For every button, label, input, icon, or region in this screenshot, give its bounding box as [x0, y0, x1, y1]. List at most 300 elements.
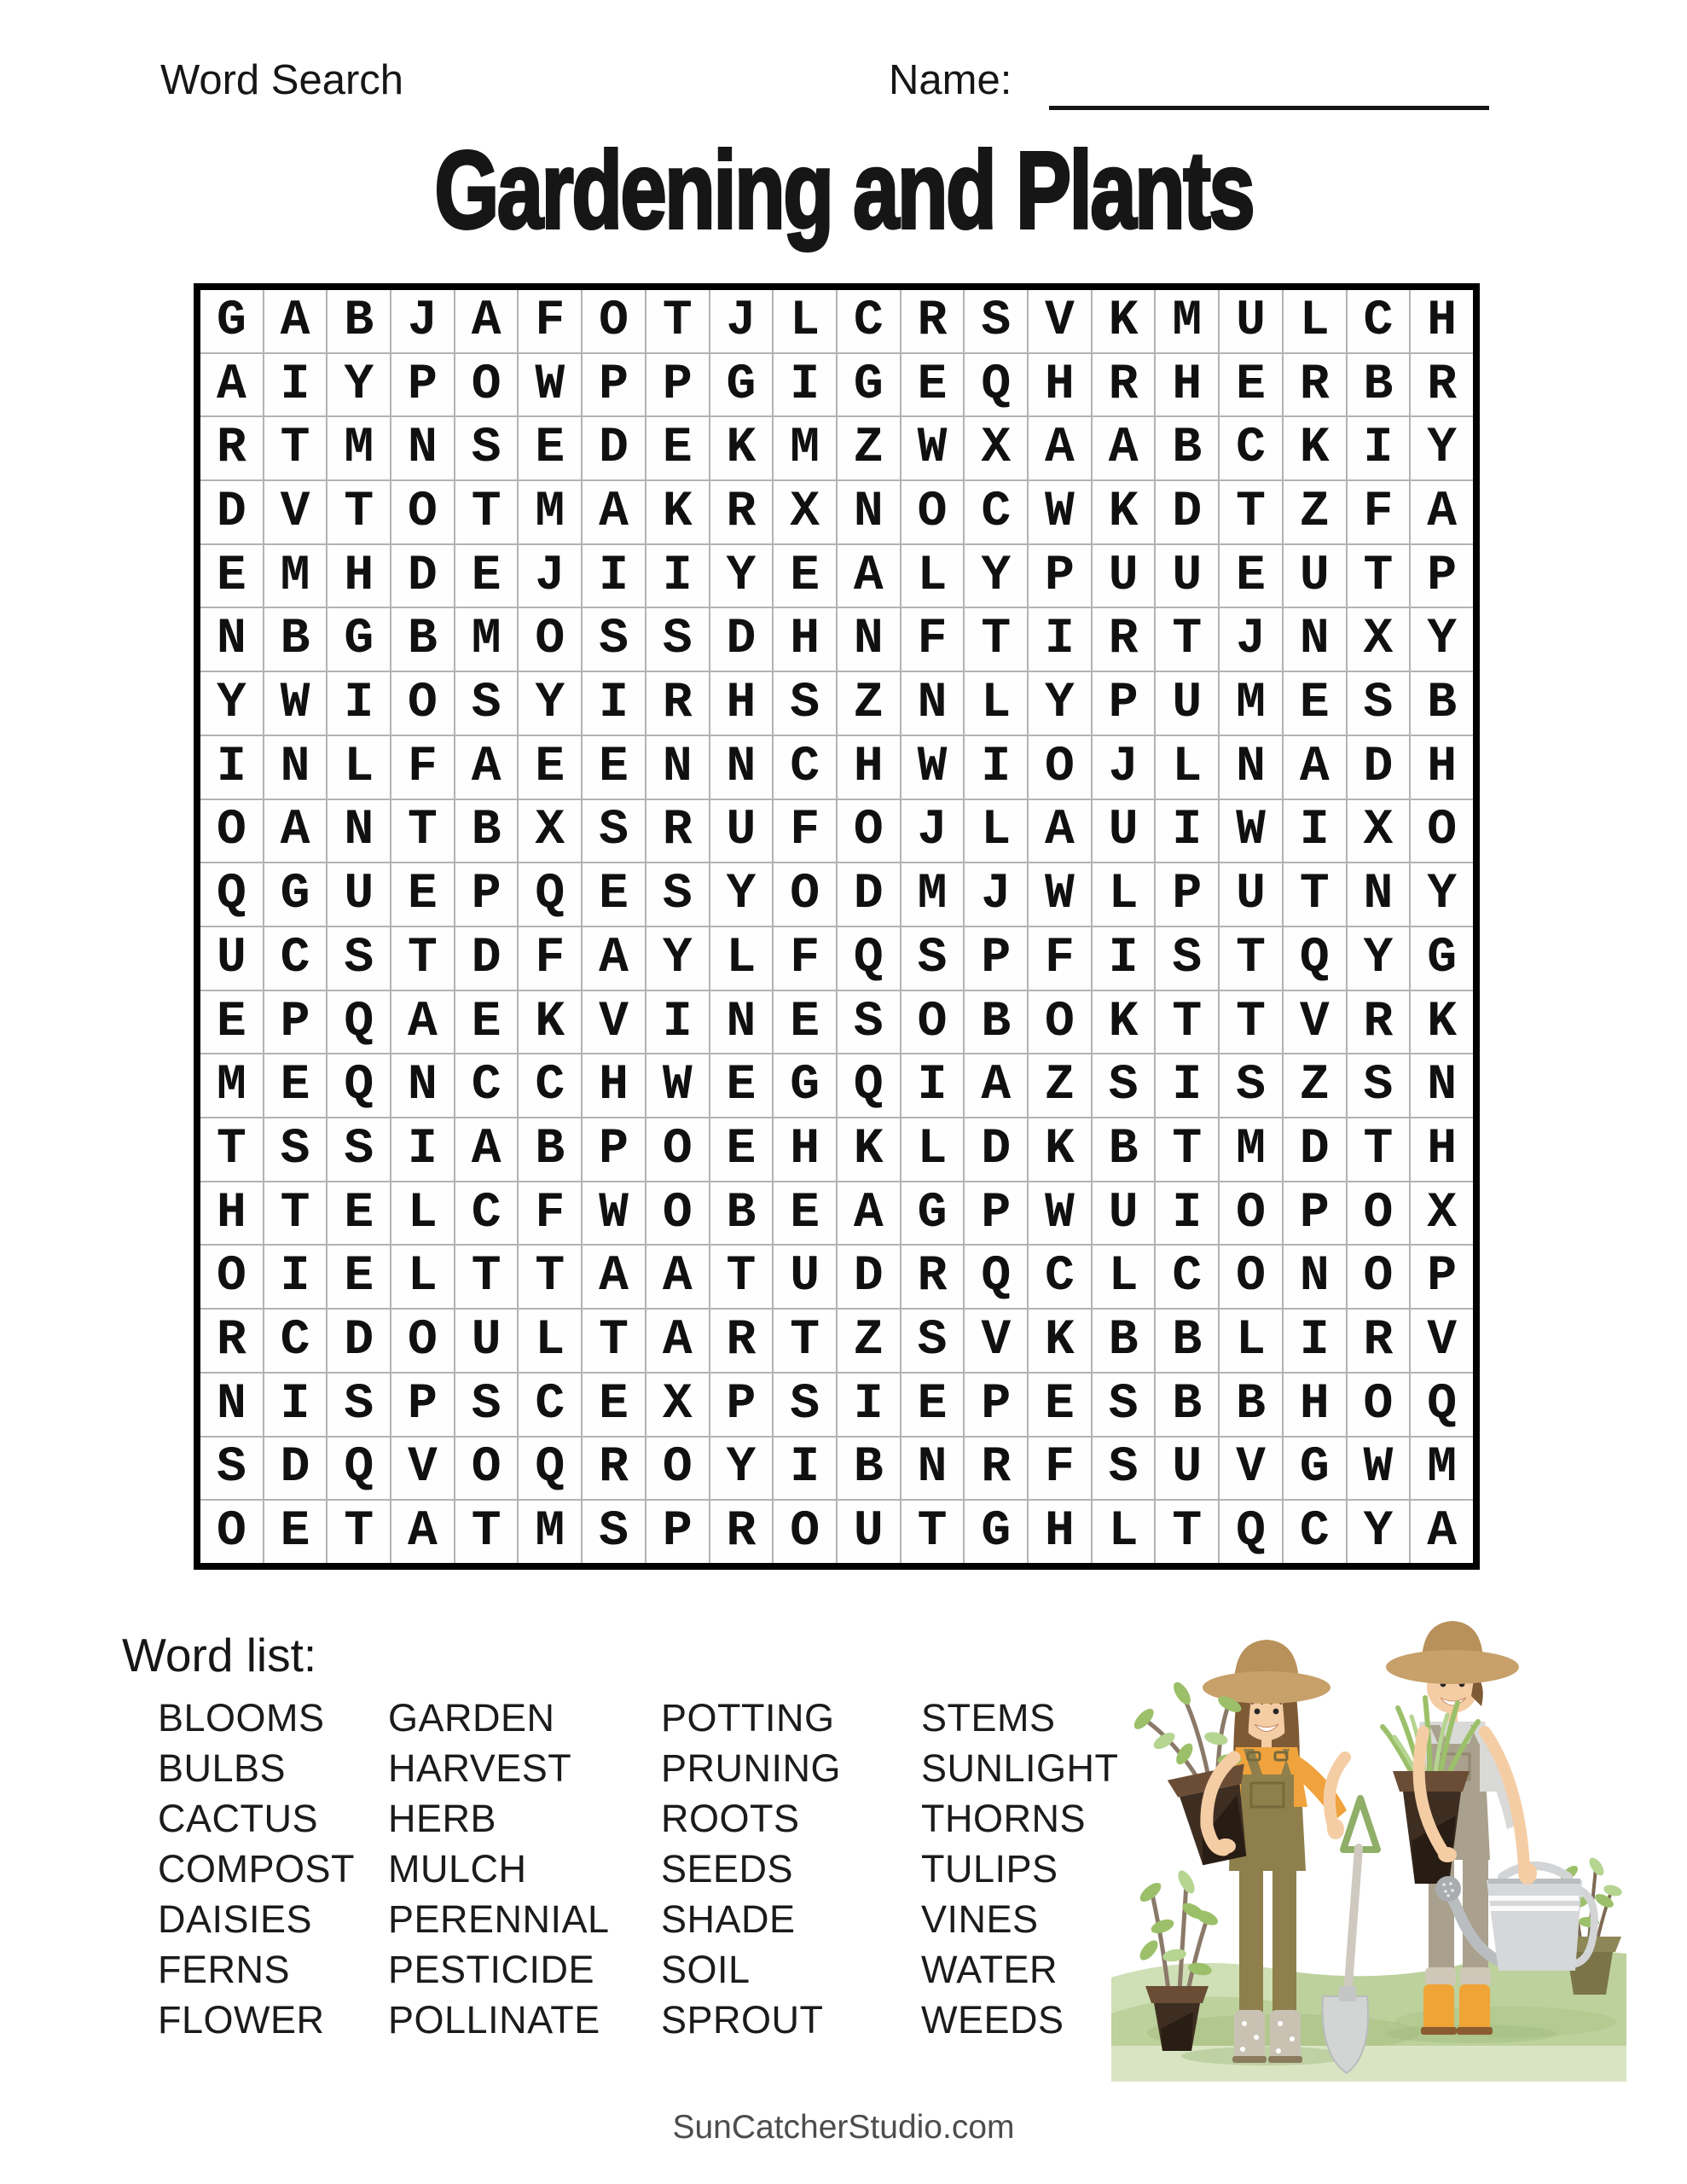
grid-cell-r4c3[interactable]: T	[328, 481, 390, 543]
grid-cell-r1c17[interactable]: U	[1220, 290, 1282, 352]
grid-cell-r12c18[interactable]: V	[1284, 991, 1346, 1054]
grid-cell-r10c2[interactable]: G	[264, 863, 327, 926]
grid-cell-r17c6[interactable]: L	[519, 1310, 581, 1372]
grid-cell-r8c9[interactable]: N	[710, 736, 773, 799]
grid-cell-r20c20[interactable]: A	[1411, 1501, 1473, 1563]
grid-cell-r2c20[interactable]: R	[1411, 354, 1473, 416]
grid-cell-r11c19[interactable]: Y	[1348, 927, 1410, 990]
grid-cell-r15c2[interactable]: T	[264, 1182, 327, 1245]
grid-cell-r11c3[interactable]: S	[328, 927, 390, 990]
grid-cell-r3c19[interactable]: I	[1348, 417, 1410, 479]
grid-cell-r1c14[interactable]: V	[1029, 290, 1091, 352]
grid-cell-r16c9[interactable]: T	[710, 1246, 773, 1308]
grid-cell-r13c10[interactable]: G	[774, 1054, 836, 1117]
grid-cell-r6c14[interactable]: I	[1029, 608, 1091, 671]
grid-cell-r11c11[interactable]: Q	[838, 927, 900, 990]
grid-cell-r14c1[interactable]: T	[200, 1118, 263, 1181]
grid-cell-r15c14[interactable]: W	[1029, 1182, 1091, 1245]
grid-cell-r9c14[interactable]: A	[1029, 800, 1091, 863]
grid-cell-r12c10[interactable]: E	[774, 991, 836, 1054]
grid-cell-r17c8[interactable]: A	[646, 1310, 709, 1372]
grid-cell-r18c5[interactable]: S	[455, 1374, 518, 1436]
grid-cell-r12c12[interactable]: O	[901, 991, 964, 1054]
grid-cell-r17c3[interactable]: D	[328, 1310, 390, 1372]
grid-cell-r17c1[interactable]: R	[200, 1310, 263, 1372]
grid-cell-r19c12[interactable]: N	[901, 1438, 964, 1500]
grid-cell-r6c9[interactable]: D	[710, 608, 773, 671]
grid-cell-r16c10[interactable]: U	[774, 1246, 836, 1308]
grid-cell-r11c6[interactable]: F	[519, 927, 581, 990]
grid-cell-r12c16[interactable]: T	[1156, 991, 1218, 1054]
grid-cell-r13c14[interactable]: Z	[1029, 1054, 1091, 1117]
grid-cell-r9c8[interactable]: R	[646, 800, 709, 863]
grid-cell-r11c14[interactable]: F	[1029, 927, 1091, 990]
grid-cell-r3c2[interactable]: T	[264, 417, 327, 479]
grid-cell-r8c4[interactable]: F	[391, 736, 454, 799]
grid-cell-r16c14[interactable]: C	[1029, 1246, 1091, 1308]
grid-cell-r14c16[interactable]: T	[1156, 1118, 1218, 1181]
grid-cell-r7c13[interactable]: L	[965, 672, 1027, 735]
grid-cell-r8c20[interactable]: H	[1411, 736, 1473, 799]
grid-cell-r7c2[interactable]: W	[264, 672, 327, 735]
grid-cell-r17c10[interactable]: T	[774, 1310, 836, 1372]
grid-cell-r15c16[interactable]: I	[1156, 1182, 1218, 1245]
grid-cell-r5c10[interactable]: E	[774, 545, 836, 607]
grid-cell-r3c7[interactable]: D	[583, 417, 645, 479]
grid-cell-r17c4[interactable]: O	[391, 1310, 454, 1372]
grid-cell-r8c15[interactable]: J	[1093, 736, 1155, 799]
grid-cell-r20c6[interactable]: M	[519, 1501, 581, 1563]
grid-cell-r11c15[interactable]: I	[1093, 927, 1155, 990]
grid-cell-r3c12[interactable]: W	[901, 417, 964, 479]
grid-cell-r15c9[interactable]: B	[710, 1182, 773, 1245]
grid-cell-r3c16[interactable]: B	[1156, 417, 1218, 479]
grid-cell-r5c19[interactable]: T	[1348, 545, 1410, 607]
grid-cell-r6c16[interactable]: T	[1156, 608, 1218, 671]
grid-cell-r8c1[interactable]: I	[200, 736, 263, 799]
grid-cell-r16c16[interactable]: C	[1156, 1246, 1218, 1308]
grid-cell-r19c14[interactable]: F	[1029, 1438, 1091, 1500]
grid-cell-r11c9[interactable]: L	[710, 927, 773, 990]
grid-cell-r6c3[interactable]: G	[328, 608, 390, 671]
grid-cell-r1c8[interactable]: T	[646, 290, 709, 352]
grid-cell-r17c16[interactable]: B	[1156, 1310, 1218, 1372]
grid-cell-r6c2[interactable]: B	[264, 608, 327, 671]
grid-cell-r2c11[interactable]: G	[838, 354, 900, 416]
grid-cell-r20c11[interactable]: U	[838, 1501, 900, 1563]
grid-cell-r9c5[interactable]: B	[455, 800, 518, 863]
grid-cell-r1c6[interactable]: F	[519, 290, 581, 352]
grid-cell-r8c13[interactable]: I	[965, 736, 1027, 799]
grid-cell-r18c15[interactable]: S	[1093, 1374, 1155, 1436]
grid-cell-r9c1[interactable]: O	[200, 800, 263, 863]
grid-cell-r6c6[interactable]: O	[519, 608, 581, 671]
grid-cell-r18c6[interactable]: C	[519, 1374, 581, 1436]
grid-cell-r20c10[interactable]: O	[774, 1501, 836, 1563]
name-input-line[interactable]	[1049, 65, 1489, 110]
grid-cell-r14c12[interactable]: L	[901, 1118, 964, 1181]
grid-cell-r3c15[interactable]: A	[1093, 417, 1155, 479]
grid-cell-r6c1[interactable]: N	[200, 608, 263, 671]
grid-cell-r16c19[interactable]: O	[1348, 1246, 1410, 1308]
grid-cell-r18c2[interactable]: I	[264, 1374, 327, 1436]
grid-cell-r10c7[interactable]: E	[583, 863, 645, 926]
grid-cell-r11c12[interactable]: S	[901, 927, 964, 990]
grid-cell-r13c1[interactable]: M	[200, 1054, 263, 1117]
grid-cell-r12c6[interactable]: K	[519, 991, 581, 1054]
grid-cell-r16c2[interactable]: I	[264, 1246, 327, 1308]
grid-cell-r15c1[interactable]: H	[200, 1182, 263, 1245]
grid-cell-r6c11[interactable]: N	[838, 608, 900, 671]
grid-cell-r18c13[interactable]: P	[965, 1374, 1027, 1436]
grid-cell-r5c5[interactable]: E	[455, 545, 518, 607]
grid-cell-r14c5[interactable]: A	[455, 1118, 518, 1181]
grid-cell-r14c7[interactable]: P	[583, 1118, 645, 1181]
grid-cell-r20c17[interactable]: Q	[1220, 1501, 1282, 1563]
grid-cell-r15c11[interactable]: A	[838, 1182, 900, 1245]
grid-cell-r10c10[interactable]: O	[774, 863, 836, 926]
grid-cell-r4c9[interactable]: R	[710, 481, 773, 543]
grid-cell-r13c15[interactable]: S	[1093, 1054, 1155, 1117]
grid-cell-r6c17[interactable]: J	[1220, 608, 1282, 671]
grid-cell-r19c6[interactable]: Q	[519, 1438, 581, 1500]
grid-cell-r3c1[interactable]: R	[200, 417, 263, 479]
grid-cell-r12c20[interactable]: K	[1411, 991, 1473, 1054]
grid-cell-r15c19[interactable]: O	[1348, 1182, 1410, 1245]
grid-cell-r9c9[interactable]: U	[710, 800, 773, 863]
grid-cell-r18c10[interactable]: S	[774, 1374, 836, 1436]
grid-cell-r5c18[interactable]: U	[1284, 545, 1346, 607]
grid-cell-r14c13[interactable]: D	[965, 1118, 1027, 1181]
grid-cell-r12c7[interactable]: V	[583, 991, 645, 1054]
grid-cell-r7c12[interactable]: N	[901, 672, 964, 735]
grid-cell-r3c9[interactable]: K	[710, 417, 773, 479]
grid-cell-r9c7[interactable]: S	[583, 800, 645, 863]
grid-cell-r5c1[interactable]: E	[200, 545, 263, 607]
grid-cell-r1c2[interactable]: A	[264, 290, 327, 352]
grid-cell-r11c8[interactable]: Y	[646, 927, 709, 990]
grid-cell-r8c6[interactable]: E	[519, 736, 581, 799]
grid-cell-r13c12[interactable]: I	[901, 1054, 964, 1117]
grid-cell-r13c8[interactable]: W	[646, 1054, 709, 1117]
grid-cell-r14c9[interactable]: E	[710, 1118, 773, 1181]
grid-cell-r13c2[interactable]: E	[264, 1054, 327, 1117]
grid-cell-r5c15[interactable]: U	[1093, 545, 1155, 607]
grid-cell-r10c18[interactable]: T	[1284, 863, 1346, 926]
grid-cell-r15c13[interactable]: P	[965, 1182, 1027, 1245]
grid-cell-r13c13[interactable]: A	[965, 1054, 1027, 1117]
grid-cell-r8c8[interactable]: N	[646, 736, 709, 799]
grid-cell-r2c4[interactable]: P	[391, 354, 454, 416]
grid-cell-r4c4[interactable]: O	[391, 481, 454, 543]
grid-cell-r5c20[interactable]: P	[1411, 545, 1473, 607]
grid-cell-r6c19[interactable]: X	[1348, 608, 1410, 671]
grid-cell-r16c20[interactable]: P	[1411, 1246, 1473, 1308]
grid-cell-r4c5[interactable]: T	[455, 481, 518, 543]
grid-cell-r12c3[interactable]: Q	[328, 991, 390, 1054]
grid-cell-r3c5[interactable]: S	[455, 417, 518, 479]
grid-cell-r5c17[interactable]: E	[1220, 545, 1282, 607]
grid-cell-r1c11[interactable]: C	[838, 290, 900, 352]
grid-cell-r14c6[interactable]: B	[519, 1118, 581, 1181]
grid-cell-r12c11[interactable]: S	[838, 991, 900, 1054]
grid-cell-r13c18[interactable]: Z	[1284, 1054, 1346, 1117]
grid-cell-r13c6[interactable]: C	[519, 1054, 581, 1117]
grid-cell-r15c15[interactable]: U	[1093, 1182, 1155, 1245]
grid-cell-r16c5[interactable]: T	[455, 1246, 518, 1308]
grid-cell-r7c18[interactable]: E	[1284, 672, 1346, 735]
grid-cell-r18c4[interactable]: P	[391, 1374, 454, 1436]
grid-cell-r4c18[interactable]: Z	[1284, 481, 1346, 543]
grid-cell-r2c12[interactable]: E	[901, 354, 964, 416]
grid-cell-r20c8[interactable]: P	[646, 1501, 709, 1563]
grid-cell-r6c4[interactable]: B	[391, 608, 454, 671]
grid-cell-r4c6[interactable]: M	[519, 481, 581, 543]
grid-cell-r9c15[interactable]: U	[1093, 800, 1155, 863]
grid-cell-r4c12[interactable]: O	[901, 481, 964, 543]
grid-cell-r18c8[interactable]: X	[646, 1374, 709, 1436]
grid-cell-r3c18[interactable]: K	[1284, 417, 1346, 479]
grid-cell-r4c7[interactable]: A	[583, 481, 645, 543]
grid-cell-r5c11[interactable]: A	[838, 545, 900, 607]
grid-cell-r12c5[interactable]: E	[455, 991, 518, 1054]
grid-cell-r6c7[interactable]: S	[583, 608, 645, 671]
grid-cell-r13c19[interactable]: S	[1348, 1054, 1410, 1117]
grid-cell-r5c16[interactable]: U	[1156, 545, 1218, 607]
grid-cell-r5c2[interactable]: M	[264, 545, 327, 607]
grid-cell-r18c3[interactable]: S	[328, 1374, 390, 1436]
grid-cell-r2c2[interactable]: I	[264, 354, 327, 416]
grid-cell-r18c18[interactable]: H	[1284, 1374, 1346, 1436]
grid-cell-r10c14[interactable]: W	[1029, 863, 1091, 926]
grid-cell-r3c6[interactable]: E	[519, 417, 581, 479]
grid-cell-r3c20[interactable]: Y	[1411, 417, 1473, 479]
grid-cell-r9c11[interactable]: O	[838, 800, 900, 863]
grid-cell-r19c13[interactable]: R	[965, 1438, 1027, 1500]
grid-cell-r4c8[interactable]: K	[646, 481, 709, 543]
grid-cell-r9c20[interactable]: O	[1411, 800, 1473, 863]
grid-cell-r4c20[interactable]: A	[1411, 481, 1473, 543]
grid-cell-r18c12[interactable]: E	[901, 1374, 964, 1436]
grid-cell-r20c18[interactable]: C	[1284, 1501, 1346, 1563]
grid-cell-r13c16[interactable]: I	[1156, 1054, 1218, 1117]
grid-cell-r10c5[interactable]: P	[455, 863, 518, 926]
grid-cell-r1c19[interactable]: C	[1348, 290, 1410, 352]
grid-cell-r11c18[interactable]: Q	[1284, 927, 1346, 990]
grid-cell-r11c7[interactable]: A	[583, 927, 645, 990]
grid-cell-r7c19[interactable]: S	[1348, 672, 1410, 735]
grid-cell-r20c13[interactable]: G	[965, 1501, 1027, 1563]
grid-cell-r16c4[interactable]: L	[391, 1246, 454, 1308]
grid-cell-r8c17[interactable]: N	[1220, 736, 1282, 799]
grid-cell-r13c9[interactable]: E	[710, 1054, 773, 1117]
grid-cell-r19c16[interactable]: U	[1156, 1438, 1218, 1500]
grid-cell-r17c14[interactable]: K	[1029, 1310, 1091, 1372]
grid-cell-r1c16[interactable]: M	[1156, 290, 1218, 352]
grid-cell-r8c5[interactable]: A	[455, 736, 518, 799]
grid-cell-r10c17[interactable]: U	[1220, 863, 1282, 926]
grid-cell-r8c12[interactable]: W	[901, 736, 964, 799]
grid-cell-r4c17[interactable]: T	[1220, 481, 1282, 543]
grid-cell-r20c19[interactable]: Y	[1348, 1501, 1410, 1563]
grid-cell-r16c12[interactable]: R	[901, 1246, 964, 1308]
grid-cell-r3c11[interactable]: Z	[838, 417, 900, 479]
grid-cell-r7c10[interactable]: S	[774, 672, 836, 735]
grid-cell-r9c4[interactable]: T	[391, 800, 454, 863]
grid-cell-r8c10[interactable]: C	[774, 736, 836, 799]
grid-cell-r9c2[interactable]: A	[264, 800, 327, 863]
grid-cell-r19c8[interactable]: O	[646, 1438, 709, 1500]
grid-cell-r4c11[interactable]: N	[838, 481, 900, 543]
grid-cell-r1c9[interactable]: J	[710, 290, 773, 352]
grid-cell-r14c17[interactable]: M	[1220, 1118, 1282, 1181]
grid-cell-r9c19[interactable]: X	[1348, 800, 1410, 863]
grid-cell-r20c3[interactable]: T	[328, 1501, 390, 1563]
grid-cell-r2c15[interactable]: R	[1093, 354, 1155, 416]
grid-cell-r8c7[interactable]: E	[583, 736, 645, 799]
grid-cell-r4c19[interactable]: F	[1348, 481, 1410, 543]
grid-cell-r14c10[interactable]: H	[774, 1118, 836, 1181]
grid-cell-r1c5[interactable]: A	[455, 290, 518, 352]
grid-cell-r9c12[interactable]: J	[901, 800, 964, 863]
grid-cell-r19c3[interactable]: Q	[328, 1438, 390, 1500]
grid-cell-r3c13[interactable]: X	[965, 417, 1027, 479]
grid-cell-r16c6[interactable]: T	[519, 1246, 581, 1308]
grid-cell-r19c5[interactable]: O	[455, 1438, 518, 1500]
grid-cell-r11c13[interactable]: P	[965, 927, 1027, 990]
grid-cell-r2c17[interactable]: E	[1220, 354, 1282, 416]
grid-cell-r2c1[interactable]: A	[200, 354, 263, 416]
grid-cell-r1c7[interactable]: O	[583, 290, 645, 352]
grid-cell-r16c17[interactable]: O	[1220, 1246, 1282, 1308]
grid-cell-r7c8[interactable]: R	[646, 672, 709, 735]
grid-cell-r19c15[interactable]: S	[1093, 1438, 1155, 1500]
grid-cell-r9c3[interactable]: N	[328, 800, 390, 863]
grid-cell-r2c14[interactable]: H	[1029, 354, 1091, 416]
grid-cell-r6c20[interactable]: Y	[1411, 608, 1473, 671]
grid-cell-r18c7[interactable]: E	[583, 1374, 645, 1436]
grid-cell-r14c8[interactable]: O	[646, 1118, 709, 1181]
grid-cell-r10c11[interactable]: D	[838, 863, 900, 926]
grid-cell-r10c1[interactable]: Q	[200, 863, 263, 926]
grid-cell-r17c9[interactable]: R	[710, 1310, 773, 1372]
grid-cell-r6c13[interactable]: T	[965, 608, 1027, 671]
grid-cell-r5c7[interactable]: I	[583, 545, 645, 607]
grid-cell-r20c16[interactable]: T	[1156, 1501, 1218, 1563]
grid-cell-r11c2[interactable]: C	[264, 927, 327, 990]
grid-cell-r7c11[interactable]: Z	[838, 672, 900, 735]
grid-cell-r17c17[interactable]: L	[1220, 1310, 1282, 1372]
grid-cell-r5c14[interactable]: P	[1029, 545, 1091, 607]
grid-cell-r6c5[interactable]: M	[455, 608, 518, 671]
grid-cell-r7c16[interactable]: U	[1156, 672, 1218, 735]
grid-cell-r18c19[interactable]: O	[1348, 1374, 1410, 1436]
grid-cell-r2c9[interactable]: G	[710, 354, 773, 416]
grid-cell-r6c18[interactable]: N	[1284, 608, 1346, 671]
grid-cell-r5c3[interactable]: H	[328, 545, 390, 607]
grid-cell-r18c9[interactable]: P	[710, 1374, 773, 1436]
grid-cell-r20c1[interactable]: O	[200, 1501, 263, 1563]
grid-cell-r10c8[interactable]: S	[646, 863, 709, 926]
grid-cell-r11c10[interactable]: F	[774, 927, 836, 990]
grid-cell-r16c13[interactable]: Q	[965, 1246, 1027, 1308]
grid-cell-r1c12[interactable]: R	[901, 290, 964, 352]
grid-cell-r15c10[interactable]: E	[774, 1182, 836, 1245]
grid-cell-r3c14[interactable]: A	[1029, 417, 1091, 479]
grid-cell-r13c17[interactable]: S	[1220, 1054, 1282, 1117]
grid-cell-r20c4[interactable]: A	[391, 1501, 454, 1563]
grid-cell-r19c9[interactable]: Y	[710, 1438, 773, 1500]
grid-cell-r2c8[interactable]: P	[646, 354, 709, 416]
grid-cell-r7c9[interactable]: H	[710, 672, 773, 735]
grid-cell-r5c8[interactable]: I	[646, 545, 709, 607]
grid-cell-r1c10[interactable]: L	[774, 290, 836, 352]
grid-cell-r4c13[interactable]: C	[965, 481, 1027, 543]
grid-cell-r14c18[interactable]: D	[1284, 1118, 1346, 1181]
grid-cell-r19c10[interactable]: I	[774, 1438, 836, 1500]
grid-cell-r10c3[interactable]: U	[328, 863, 390, 926]
grid-cell-r17c15[interactable]: B	[1093, 1310, 1155, 1372]
grid-cell-r11c5[interactable]: D	[455, 927, 518, 990]
grid-cell-r15c17[interactable]: O	[1220, 1182, 1282, 1245]
grid-cell-r6c12[interactable]: F	[901, 608, 964, 671]
grid-cell-r4c1[interactable]: D	[200, 481, 263, 543]
grid-cell-r2c13[interactable]: Q	[965, 354, 1027, 416]
grid-cell-r7c14[interactable]: Y	[1029, 672, 1091, 735]
grid-cell-r3c3[interactable]: M	[328, 417, 390, 479]
grid-cell-r2c10[interactable]: I	[774, 354, 836, 416]
grid-cell-r9c18[interactable]: I	[1284, 800, 1346, 863]
grid-cell-r17c2[interactable]: C	[264, 1310, 327, 1372]
grid-cell-r5c13[interactable]: Y	[965, 545, 1027, 607]
grid-cell-r16c11[interactable]: D	[838, 1246, 900, 1308]
grid-cell-r17c5[interactable]: U	[455, 1310, 518, 1372]
grid-cell-r7c20[interactable]: B	[1411, 672, 1473, 735]
grid-cell-r1c13[interactable]: S	[965, 290, 1027, 352]
grid-cell-r1c18[interactable]: L	[1284, 290, 1346, 352]
grid-cell-r7c17[interactable]: M	[1220, 672, 1282, 735]
grid-cell-r11c1[interactable]: U	[200, 927, 263, 990]
grid-cell-r20c12[interactable]: T	[901, 1501, 964, 1563]
grid-cell-r4c2[interactable]: V	[264, 481, 327, 543]
grid-cell-r16c8[interactable]: A	[646, 1246, 709, 1308]
grid-cell-r2c3[interactable]: Y	[328, 354, 390, 416]
grid-cell-r16c7[interactable]: A	[583, 1246, 645, 1308]
grid-cell-r11c20[interactable]: G	[1411, 927, 1473, 990]
grid-cell-r5c4[interactable]: D	[391, 545, 454, 607]
grid-cell-r15c7[interactable]: W	[583, 1182, 645, 1245]
grid-cell-r18c17[interactable]: B	[1220, 1374, 1282, 1436]
grid-cell-r12c17[interactable]: T	[1220, 991, 1282, 1054]
grid-cell-r4c15[interactable]: K	[1093, 481, 1155, 543]
grid-cell-r15c4[interactable]: L	[391, 1182, 454, 1245]
grid-cell-r9c16[interactable]: I	[1156, 800, 1218, 863]
grid-cell-r10c4[interactable]: E	[391, 863, 454, 926]
grid-cell-r8c19[interactable]: D	[1348, 736, 1410, 799]
grid-cell-r13c20[interactable]: N	[1411, 1054, 1473, 1117]
grid-cell-r13c4[interactable]: N	[391, 1054, 454, 1117]
grid-cell-r17c7[interactable]: T	[583, 1310, 645, 1372]
grid-cell-r1c4[interactable]: J	[391, 290, 454, 352]
grid-cell-r3c17[interactable]: C	[1220, 417, 1282, 479]
grid-cell-r14c15[interactable]: B	[1093, 1118, 1155, 1181]
grid-cell-r20c9[interactable]: R	[710, 1501, 773, 1563]
grid-cell-r7c3[interactable]: I	[328, 672, 390, 735]
grid-cell-r8c18[interactable]: A	[1284, 736, 1346, 799]
grid-cell-r20c7[interactable]: S	[583, 1501, 645, 1563]
grid-cell-r9c10[interactable]: F	[774, 800, 836, 863]
grid-cell-r12c8[interactable]: I	[646, 991, 709, 1054]
